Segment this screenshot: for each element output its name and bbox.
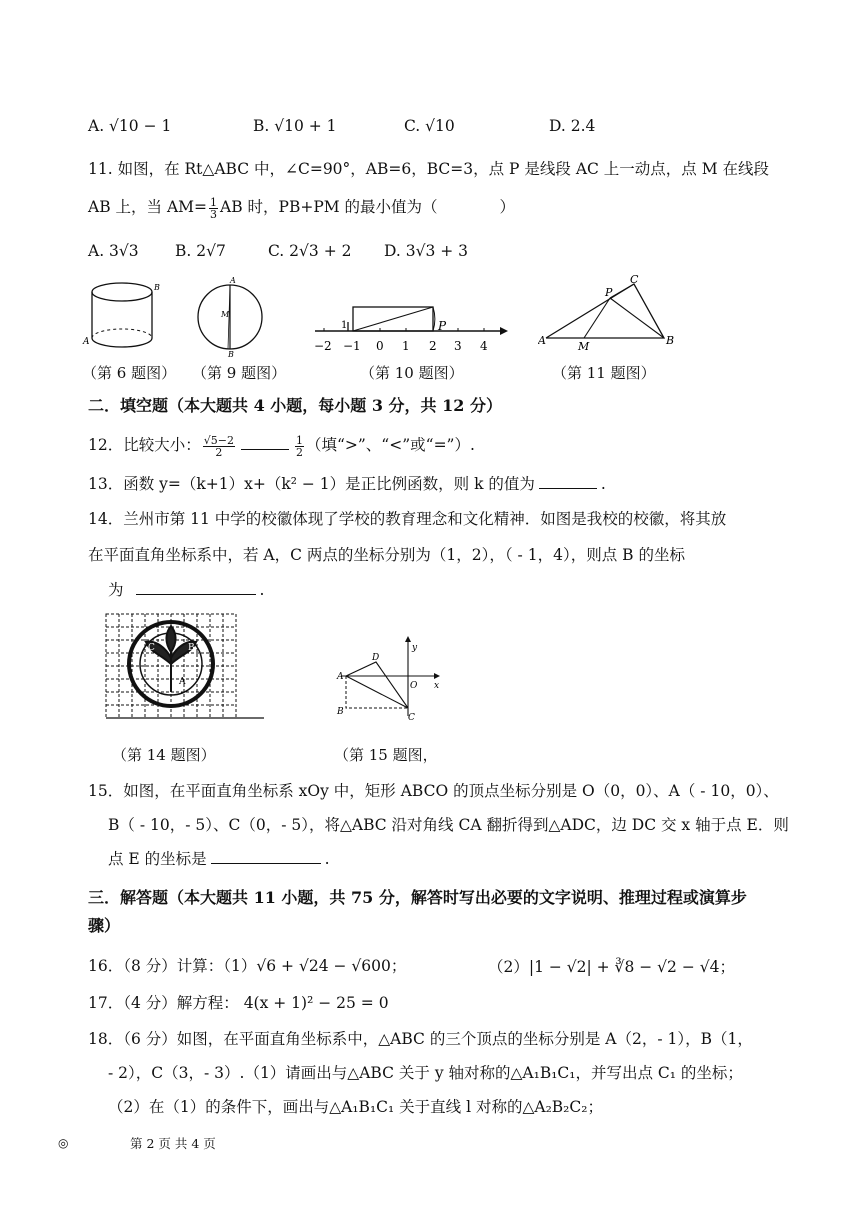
fig15-label-d: D (372, 653, 380, 663)
frac-denominator: 2 (295, 445, 303, 459)
caption-fig15: （第 15 题图， (334, 746, 438, 764)
fig14-label-b: B (188, 643, 195, 653)
q15-line3 (108, 847, 808, 870)
q11-line2-post: AB 时，PB+PM 的最小值为（ ） (220, 198, 516, 216)
page-footer: 第 2 页 共 4 页 (130, 1136, 216, 1151)
fig9-circle (194, 275, 270, 359)
fig15-label-a: A (337, 672, 344, 682)
q12-left-fraction (203, 435, 235, 458)
q14-line3-pre: 为 (108, 581, 124, 599)
frac-numerator: √5−2 (203, 433, 234, 447)
q13-line (88, 472, 788, 495)
fig14-badge-grid (100, 612, 268, 724)
fig9-label-b: B (228, 350, 234, 359)
frac-denominator: 2 (215, 445, 223, 459)
q14-line2: 在平面直角坐标系中，若 A，C 两点的坐标分别为（1，2），（ - 1，4），则点 B 的坐标 (88, 546, 685, 564)
q15-answer-blank (211, 847, 321, 864)
fig10-tick-2: 2 (429, 339, 437, 353)
q11-line2-pre: AB 上，当 AM= (88, 198, 207, 216)
q14-answer-blank (136, 578, 256, 595)
q18-line2: - 2），C（3，- 3）.（1）请画出与△ABC 关于 y 轴对称的△A₁B₁C₁，并写出点 C₁ 的坐标； (108, 1064, 743, 1082)
fig15-label-c: C (408, 713, 415, 723)
fig15-label-x: x (434, 681, 440, 691)
q15-line3-pre: 点 E 的坐标是 (108, 850, 207, 868)
section2-heading: 二．填空题（本大题共 4 小题，每小题 3 分，共 12 分） (88, 396, 502, 415)
fig10-tick-neg1: −1 (343, 339, 361, 353)
q14-line1: 14．兰州市第 11 中学的校徽体现了学校的教育理念和文化精神．如图是我校的校徽，将其放 (88, 510, 727, 528)
caption-fig9: （第 9 题图） (192, 364, 287, 382)
fig14-label-c: C (148, 643, 155, 653)
q11-line2 (88, 196, 788, 220)
fig10-tick-neg2: −2 (314, 339, 332, 353)
frac-denominator: 3 (210, 207, 217, 221)
fig9-label-m: M (221, 310, 230, 319)
fig11-label-p: P (605, 286, 613, 299)
q11-option-c: C. 2√3 + 2 (268, 242, 352, 260)
q10-option-b: B. √10 + 1 (253, 117, 337, 135)
fig10-label-p: P (438, 319, 447, 333)
fig10-tick-0: 0 (376, 339, 384, 353)
q17: 17．（4 分）解方程： 4(x + 1)² − 25 = 0 (88, 994, 389, 1012)
frac-numerator: 1 (210, 195, 217, 209)
fig11-label-c: C (630, 274, 639, 286)
q11-line1: 11. 如图，在 Rt△ABC 中，∠C=90°，AB=6，BC=3，点 P 是线段 AC 上一动点，点 M 在线段 (88, 160, 770, 178)
q11-fraction (209, 197, 218, 220)
caption-fig14: （第 14 题图） (112, 746, 216, 764)
fig10-label-one: 1 (341, 320, 348, 331)
frac-numerator: 1 (295, 433, 303, 447)
fig9-label-a: A (230, 276, 236, 285)
q10-option-a: A. √10 − 1 (88, 117, 172, 135)
q16-left: 16．（8 分）计算：（1）√6 + √24 − √600； (88, 957, 407, 975)
q11-option-a: A. 3√3 (88, 242, 139, 260)
fig11-label-m: M (578, 340, 590, 350)
fig15-label-o: O (410, 681, 418, 691)
q14-line3-end: . (259, 581, 265, 599)
q13-text: 13．函数 y=（k+1）x+（k² − 1）是正比例函数，则 k 的值为 (88, 475, 535, 493)
fig6-cylinder (80, 278, 160, 358)
q12-pre: 12．比较大小： (88, 436, 201, 454)
q18-line3: （2）在（1）的条件下，画出与△A₁B₁C₁ 关于直线 l 对称的△A₂B₂C₂； (108, 1098, 603, 1116)
circle-dot-icon: ◎ (58, 1136, 69, 1150)
q10-option-d: D. 2.4 (549, 117, 596, 135)
fig6-label-b: B (154, 283, 160, 292)
q11-option-b: B. 2√7 (175, 242, 226, 260)
q13-answer-blank (539, 472, 597, 489)
fig15-label-b: B (337, 707, 344, 717)
fig10-tick-4: 4 (480, 339, 488, 353)
fig10-tick-3: 3 (454, 339, 462, 353)
q14-line3 (108, 578, 808, 601)
fig10-number-line (310, 300, 510, 360)
q12-right-fraction (295, 435, 304, 458)
caption-fig11: （第 11 题图） (552, 364, 656, 382)
fig15-label-y: y (412, 643, 418, 653)
q18-line1: 18．（6 分）如图，在平面直角坐标系中，△ABC 的三个顶点的坐标分别是 A（2，- 1），B（1， (88, 1030, 753, 1048)
q16-right: （2）|1 − √2| + ∛8 − √2 − √4； (488, 958, 735, 976)
q15-line3-end: . (324, 850, 330, 868)
fig11-triangle (538, 274, 678, 350)
fig11-label-b: B (666, 334, 675, 347)
q12-line (88, 433, 788, 458)
fig11-label-a: A (538, 334, 546, 347)
fig6-label-a: A (83, 337, 90, 347)
q11-option-d: D. 3√3 + 3 (384, 242, 469, 260)
fig14-label-a: A (179, 677, 186, 687)
q15-line1: 15．如图，在平面直角坐标系 xOy 中，矩形 ABCO 的顶点坐标分别是 O（0，0）、A（ - 10，0）、 (88, 782, 779, 800)
caption-fig10: （第 10 题图） (360, 364, 464, 382)
fig15-coordinate-rect (334, 636, 444, 724)
q12-post: （填“>”、“<”或“=”）. (305, 436, 475, 454)
section3-heading-line2: 骤） (88, 916, 121, 935)
caption-fig6: （第 6 题图） (82, 364, 177, 382)
q13-end: . (600, 475, 606, 493)
q10-option-c: C. √10 (404, 117, 455, 135)
section3-heading-line1: 三．解答题（本大题共 11 小题，共 75 分，解答时写出必要的文字说明、推理过程或演算步 (88, 888, 747, 907)
fig10-tick-1: 1 (402, 339, 410, 353)
q15-line2: B（ - 10，- 5）、C（0，- 5），将△ABC 沿对角线 CA 翻折得到△ADC，边 DC 交 x 轴于点 E．则 (108, 816, 789, 834)
q12-answer-blank (241, 433, 289, 450)
